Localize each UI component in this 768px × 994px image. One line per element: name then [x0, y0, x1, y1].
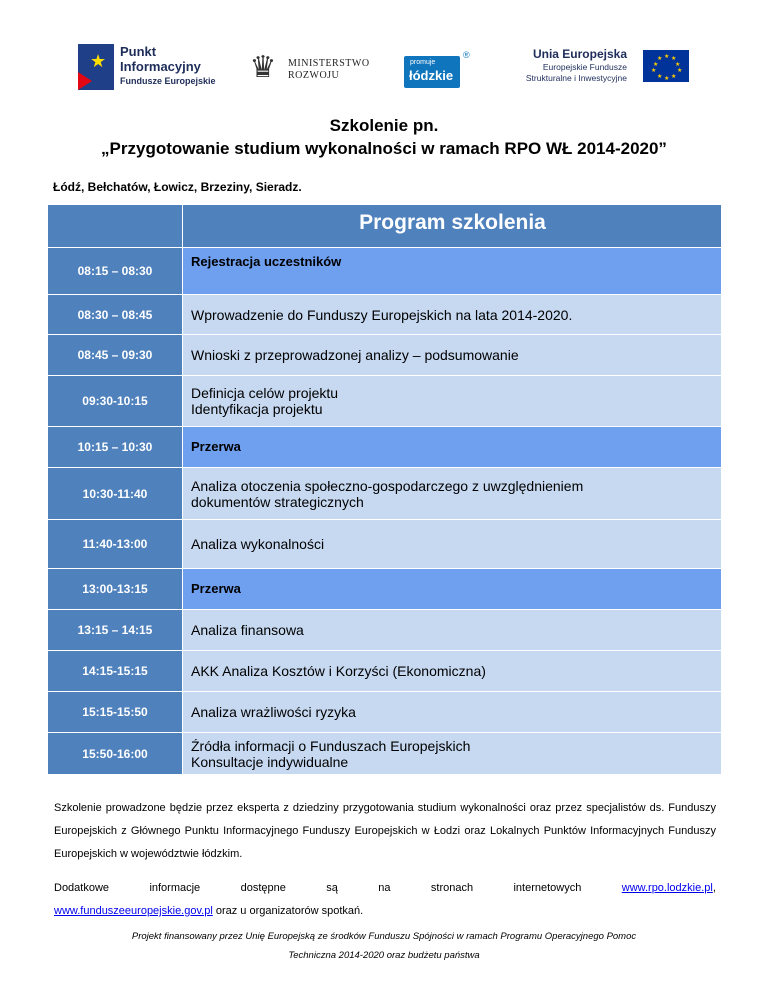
mr-logo-line2: ROZWOJU — [288, 70, 340, 81]
program-row-line: Wprowadzenie do Funduszy Europejskich na lata 2014-2020. — [191, 306, 573, 323]
program-row-description — [183, 468, 721, 519]
links-paragraph-tail: oraz u organizatorów spotkań. — [212, 905, 364, 917]
page-title-line1: Szkolenie pn. — [329, 116, 439, 135]
program-row-description — [183, 427, 721, 467]
program-row-line: Przerwa — [191, 581, 241, 596]
eagle-emblem-icon: ♛ — [249, 51, 277, 84]
program-row-description — [183, 520, 721, 568]
links-paragraph-word: są — [326, 882, 338, 894]
program-row-line: Rejestracja uczestników — [191, 254, 342, 269]
program-row-description — [183, 335, 721, 375]
funding-footer-line1: Projekt finansowany przez Unię Europejską ze środków Funduszu Spójności w ramach Programu Operacyjnego Pomoc — [131, 931, 637, 942]
info-paragraph: Szkolenie prowadzone będzie przez eksperta z dziedziny przygotowania studium wykonalności oraz przez specjalistów ds. Funduszy Europejskich z Głównego Punktu Informacyjnego Funduszy Europejskich w Łodzi oraz Lokalnych Punktów Informacyjnych Funduszy Europejskich w województwie łódzkim. — [54, 802, 716, 860]
ue-logo-line1: Unia Europejska — [532, 47, 627, 61]
program-table — [48, 205, 721, 775]
fe-logo-icon: ★ — [78, 44, 114, 90]
lodzkie-small-text: promuje — [410, 59, 436, 66]
program-row — [48, 733, 721, 775]
program-row-description — [183, 295, 721, 334]
fundusze-europejskie-logo — [76, 42, 226, 92]
program-row-time: 15:50-16:00 — [48, 733, 183, 774]
program-row-line: dokumentów strategicznych — [191, 493, 364, 510]
links-paragraph-comma: , — [712, 882, 716, 894]
links-paragraph-word: na — [378, 882, 391, 894]
program-row-line: Przerwa — [191, 439, 241, 454]
program-row-time: 08:15 – 08:30 — [48, 248, 183, 294]
fe-logo-line2: Informacyjny — [120, 59, 201, 74]
fe-logo-line1: Punkt — [120, 44, 157, 59]
registered-mark: ® — [463, 50, 470, 60]
program-row-line: AKK Analiza Kosztów i Korzyści (Ekonomiczna) — [191, 663, 486, 679]
link-funduszeeuropejskie[interactable]: www.funduszeeuropejskie.gov.pl — [54, 905, 213, 917]
fe-logo-line3: Fundusze Europejskie — [120, 76, 216, 86]
program-row — [48, 692, 721, 733]
lodzkie-big-text: łódzkie — [409, 68, 454, 83]
program-row-line: Definicja celów projektu — [191, 385, 339, 401]
links-paragraph-word: dostępne — [240, 882, 286, 894]
program-row-line: Analiza otoczenia społeczno-gospodarczego z uwzględnieniem — [191, 477, 584, 494]
links-paragraph — [54, 877, 716, 923]
program-row-description — [183, 692, 721, 732]
program-row-line: Źródła informacji o Funduszach Europejskich — [191, 737, 471, 754]
program-title: Program szkolenia — [359, 211, 546, 234]
program-row — [48, 376, 721, 427]
link-rpo-lodzkie[interactable]: www.rpo.lodzkie.pl — [621, 882, 713, 894]
program-row — [48, 610, 721, 651]
eu-flag-icon: ★ ★ ★ ★ ★ ★ ★ ★ ★ ★ — [643, 50, 689, 82]
funding-footer — [50, 927, 718, 965]
program-row-time: 08:45 – 09:30 — [48, 335, 183, 375]
program-row-description — [183, 610, 721, 650]
program-row — [48, 248, 721, 295]
program-row-description — [183, 376, 721, 426]
program-row-description — [183, 569, 721, 609]
program-row-time: 13:00-13:15 — [48, 569, 183, 609]
program-row-time: 10:15 – 10:30 — [48, 427, 183, 467]
links-paragraph-link-wrap — [622, 877, 716, 900]
unia-europejska-logo — [503, 46, 703, 92]
program-row-line: Analiza finansowa — [191, 622, 304, 638]
program-row-time: 09:30-10:15 — [48, 376, 183, 426]
program-row-description — [183, 248, 721, 294]
page-title-line2: „Przygotowanie studium wykonalności w ramach RPO WŁ 2014-2020” — [101, 139, 667, 158]
program-row-description — [183, 733, 721, 774]
mr-logo-line1: MINISTERSTWO — [288, 58, 370, 69]
links-paragraph-word: stronach — [430, 882, 474, 894]
program-row — [48, 569, 721, 610]
program-row — [48, 427, 721, 468]
funding-footer-line2: Techniczna 2014-2020 oraz budżetu państwa — [288, 950, 480, 961]
program-table-header — [48, 205, 721, 248]
links-paragraph-word: Dodatkowe — [54, 882, 110, 894]
program-row-time: 11:40-13:00 — [48, 520, 183, 568]
logo-bar — [0, 38, 768, 98]
program-row-line: Konsultacje indywidualne — [191, 753, 349, 770]
lodzkie-logo — [404, 50, 476, 92]
links-paragraph-word: internetowych — [513, 882, 582, 894]
program-row-time: 14:15-15:15 — [48, 651, 183, 691]
program-row-line: Wnioski z przeprowadzonej analizy – podsumowanie — [191, 347, 519, 363]
program-row-line: Analiza wykonalności — [191, 536, 325, 552]
program-row-line: Analiza wrażliwości ryzyka — [191, 704, 356, 720]
program-row-line: Identyfikacja projektu — [191, 401, 323, 417]
program-row — [48, 651, 721, 692]
ue-logo-line3: Strukturalne i Inwestycyjne — [525, 73, 627, 83]
ue-logo-line2: Europejskie Fundusze — [542, 62, 627, 72]
program-row-time: 13:15 – 14:15 — [48, 610, 183, 650]
program-row-time: 08:30 – 08:45 — [48, 295, 183, 334]
program-row — [48, 295, 721, 335]
program-row-time: 10:30-11:40 — [48, 468, 183, 519]
program-row — [48, 520, 721, 569]
links-paragraph-word: informacje — [149, 882, 201, 894]
ministerstwo-rozwoju-logo — [246, 50, 376, 90]
program-row — [48, 468, 721, 520]
program-row-description — [183, 651, 721, 691]
program-row — [48, 335, 721, 376]
program-row-time: 15:15-15:50 — [48, 692, 183, 732]
locations-text: Łódź, Bełchatów, Łowicz, Brzeziny, Sieradz. — [53, 180, 302, 194]
